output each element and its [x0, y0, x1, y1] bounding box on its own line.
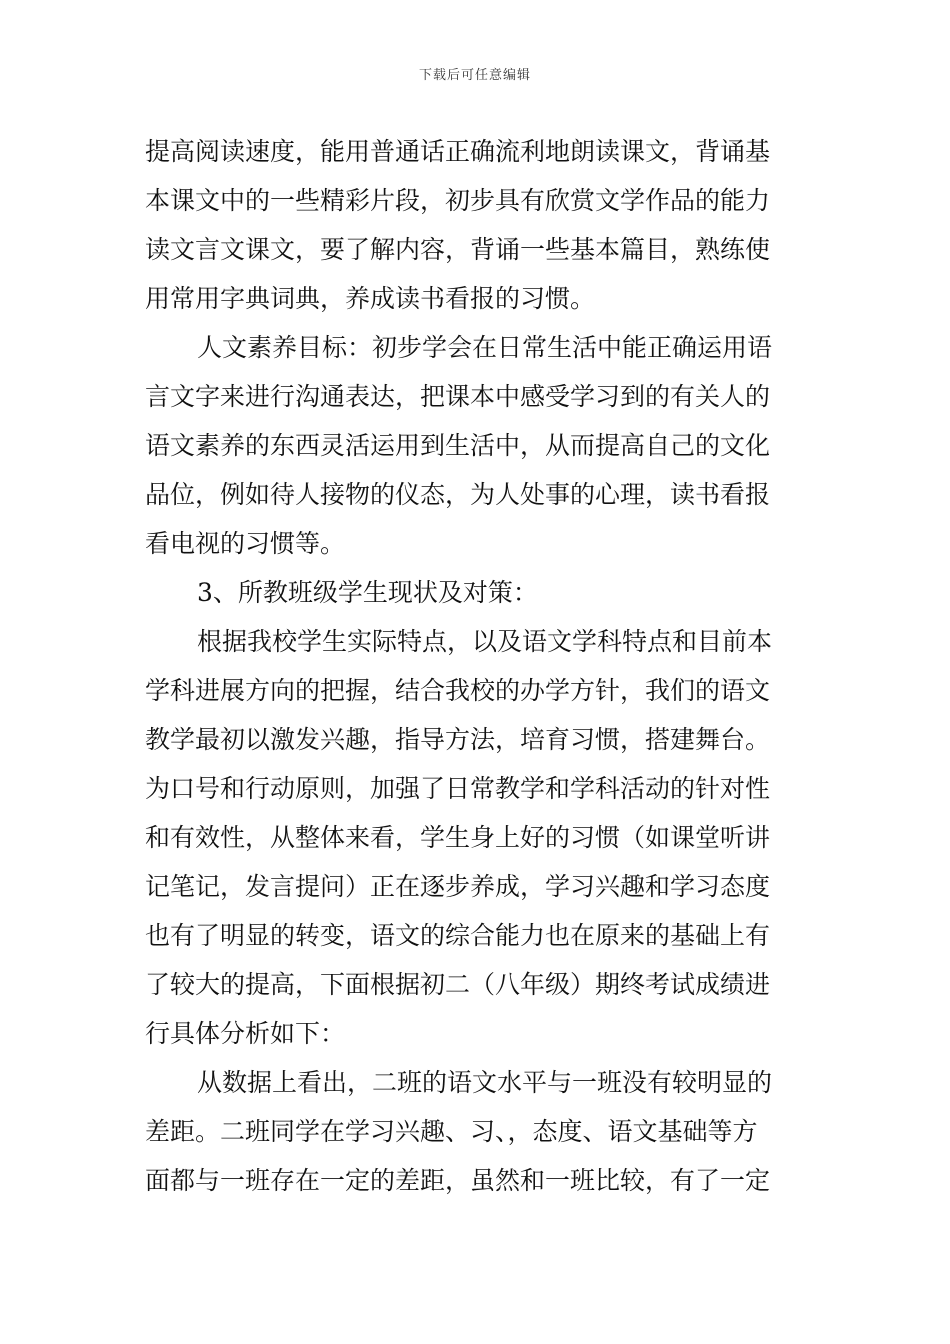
page-header: 下载后可任意编辑 — [418, 68, 531, 83]
body-line: 面都与一班存在一定的差距，虽然和一班比较，有了一定 — [145, 1166, 771, 1195]
body-line: 看电视的习惯等。 — [145, 529, 346, 558]
body-line: 教学最初以激发兴趣，指导方法，培育习惯，搭建舞台。 — [145, 725, 771, 754]
body-line: 和有效性，从整体来看，学生身上好的习惯（如课堂听讲 — [145, 823, 771, 852]
paragraph-start-line: 根据我校学生实际特点，以及语文学科特点和目前本 — [197, 627, 773, 656]
body-line: 本课文中的一些精彩片段，初步具有欣赏文学作品的能力 — [145, 186, 771, 215]
body-line: 读文言文课文，要了解内容，背诵一些基本篇目，熟练使 — [145, 235, 771, 264]
section-heading: 3、所教班级学生现状及对策： — [197, 578, 538, 607]
body-line: 差距。二班同学在学习兴趣、习、，态度、语文基础等方 — [145, 1117, 758, 1146]
document-body — [145, 127, 810, 1205]
body-line: 了较大的提高，下面根据初二（八年级）期终考试成绩进 — [145, 970, 771, 999]
body-line: 用常用字典词典，养成读书看报的习惯。 — [145, 284, 596, 313]
body-line: 也有了明显的转变，语文的综合能力也在原来的基础上有 — [145, 921, 771, 950]
body-line: 言文字来进行沟通表达，把课本中感受学习到的有关人的 — [145, 382, 771, 411]
body-line: 为口号和行动原则，加强了日常教学和学科活动的针对性 — [145, 774, 771, 803]
body-line: 品位，例如待人接物的仪态，为人处事的心理，读书看报 — [145, 480, 771, 509]
body-line: 语文素养的东西灵活运用到生活中，从而提高自己的文化 — [145, 431, 771, 460]
paragraph-start-line: 从数据上看出，二班的语文水平与一班没有较明显的 — [197, 1068, 773, 1097]
body-line: 提高阅读速度，能用普通话正确流利地朗读课文，背诵基 — [145, 137, 771, 166]
body-line: 行具体分析如下： — [145, 1019, 346, 1048]
paragraph-start-line: 人文素养目标：初步学会在日常生活中能正确运用语 — [197, 333, 773, 362]
body-line: 记笔记，发言提问）正在逐步养成，学习兴趣和学习态度 — [145, 872, 771, 901]
body-line: 学科进展方向的把握，结合我校的办学方针，我们的语文 — [145, 676, 771, 705]
